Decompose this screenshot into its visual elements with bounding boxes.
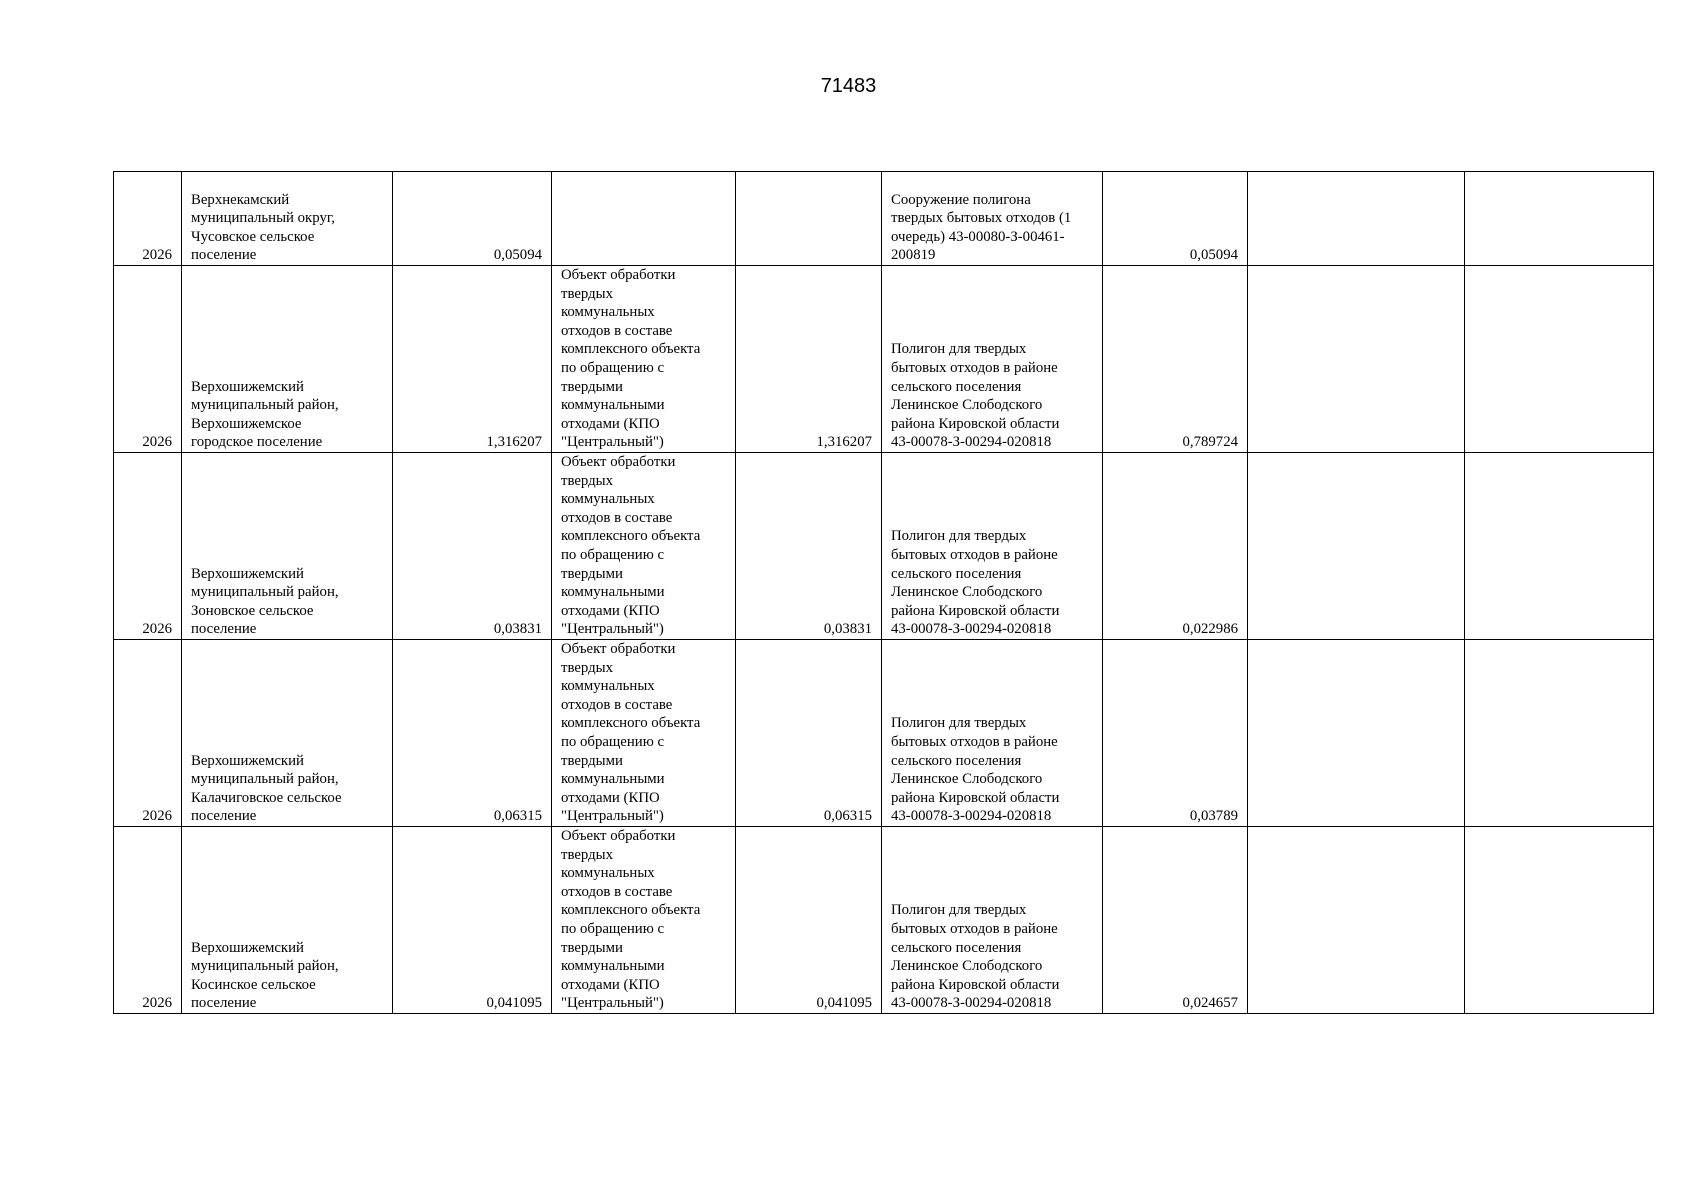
year-cell: 2026: [114, 172, 182, 266]
processing-volume-cell: 0,06315: [736, 640, 882, 827]
municipality-cell: Верхнекамский муниципальный округ, Чусовское сельское поселение: [182, 172, 393, 266]
landfill-cell: Полигон для твердых бытовых отходов в районе сельского поселения Ленинское Слободского района Кировской области 43-00078-З-00294-020818: [882, 266, 1103, 453]
empty-cell: [1248, 453, 1465, 640]
volume-cell: 0,06315: [393, 640, 552, 827]
landfill-volume-cell: 0,05094: [1103, 172, 1248, 266]
empty-cell: [1248, 172, 1465, 266]
year-cell: 2026: [114, 453, 182, 640]
year-cell: 2026: [114, 266, 182, 453]
empty-cell: [1248, 266, 1465, 453]
municipality-cell: Верхошижемский муниципальный район, Верхошижемское городское поселение: [182, 266, 393, 453]
landfill-cell: Полигон для твердых бытовых отходов в районе сельского поселения Ленинское Слободского района Кировской области 43-00078-З-00294-020818: [882, 453, 1103, 640]
landfill-volume-cell: 0,022986: [1103, 453, 1248, 640]
landfill-cell: Полигон для твердых бытовых отходов в районе сельского поселения Ленинское Слободского района Кировской области 43-00078-З-00294-020818: [882, 640, 1103, 827]
empty-cell: [1465, 266, 1654, 453]
empty-cell: [1248, 640, 1465, 827]
volume-cell: 1,316207: [393, 266, 552, 453]
empty-cell: [1465, 453, 1654, 640]
landfill-volume-cell: 0,03789: [1103, 640, 1248, 827]
data-table: [113, 171, 1654, 1014]
municipality-cell: Верхошижемский муниципальный район, Косинское сельское поселение: [182, 827, 393, 1014]
page-number: 71483: [820, 75, 877, 97]
landfill-cell: Полигон для твердых бытовых отходов в районе сельского поселения Ленинское Слободского района Кировской области 43-00078-З-00294-020818: [882, 827, 1103, 1014]
processing-volume-cell: 0,03831: [736, 453, 882, 640]
empty-cell: [1248, 827, 1465, 1014]
landfill-volume-cell: 0,024657: [1103, 827, 1248, 1014]
table-row: [114, 172, 1654, 266]
table-row: [114, 827, 1654, 1014]
processing-volume-cell: [736, 172, 882, 266]
processing-object-cell: Объект обработки твердых коммунальных отходов в составе комплексного объекта по обращению с твердыми коммунальными отходами (КПО "Центральный"): [552, 640, 736, 827]
empty-cell: [1465, 827, 1654, 1014]
landfill-cell: Сооружение полигона твердых бытовых отходов (1 очередь) 43-00080-З-00461- 200819: [882, 172, 1103, 266]
processing-object-cell: Объект обработки твердых коммунальных отходов в составе комплексного объекта по обращению с твердыми коммунальными отходами (КПО "Центральный"): [552, 453, 736, 640]
processing-object-cell: Объект обработки твердых коммунальных отходов в составе комплексного объекта по обращению с твердыми коммунальными отходами (КПО "Центральный"): [552, 827, 736, 1014]
empty-cell: [1465, 640, 1654, 827]
volume-cell: 0,041095: [393, 827, 552, 1014]
landfill-volume-cell: 0,789724: [1103, 266, 1248, 453]
volume-cell: 0,05094: [393, 172, 552, 266]
table-row: [114, 266, 1654, 453]
processing-volume-cell: 1,316207: [736, 266, 882, 453]
empty-cell: [1465, 172, 1654, 266]
table-row: [114, 640, 1654, 827]
processing-volume-cell: 0,041095: [736, 827, 882, 1014]
processing-object-cell: [552, 172, 736, 266]
year-cell: 2026: [114, 640, 182, 827]
volume-cell: 0,03831: [393, 453, 552, 640]
municipality-cell: Верхошижемский муниципальный район, Зоновское сельское поселение: [182, 453, 393, 640]
processing-object-cell: Объект обработки твердых коммунальных отходов в составе комплексного объекта по обращению с твердыми коммунальными отходами (КПО "Центральный"): [552, 266, 736, 453]
year-cell: 2026: [114, 827, 182, 1014]
table-row: [114, 453, 1654, 640]
municipality-cell: Верхошижемский муниципальный район, Калачиговское сельское поселение: [182, 640, 393, 827]
